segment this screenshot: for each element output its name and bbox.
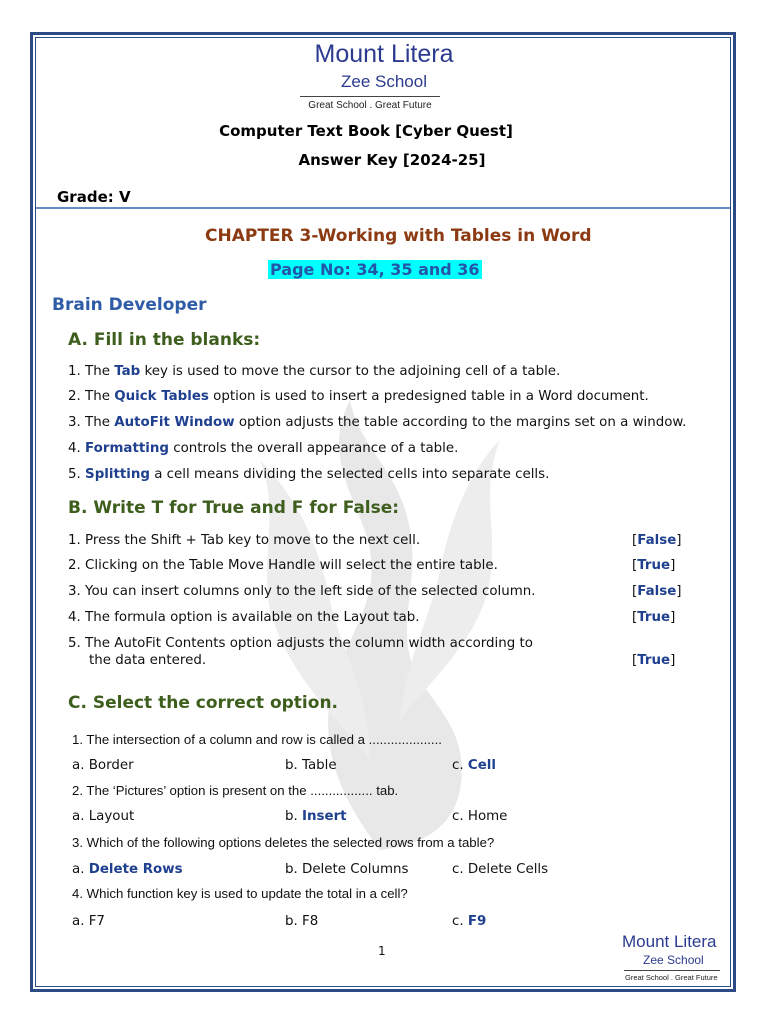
true-false-answer: [False] <box>632 533 682 548</box>
option-a: a. Border <box>72 758 134 773</box>
question: 2. The ‘Pictures’ option is present on the ................. tab. <box>72 783 399 798</box>
footer-logo-title: Mount Litera <box>622 932 717 951</box>
option-a: a. Delete Rows <box>72 862 183 877</box>
question: 1. The intersection of a column and row is called a .................... <box>72 732 442 747</box>
header-divider <box>36 207 730 209</box>
list-item: 3. The AutoFit Window option adjusts the table according to the margins set on a window. <box>68 415 687 430</box>
true-false-answer: [True] <box>632 653 676 668</box>
answer-key-title: Answer Key [2024-25] <box>298 151 486 169</box>
option-b: b. F8 <box>285 914 319 929</box>
page-number-highlight: Page No: 34, 35 and 36 <box>270 260 480 279</box>
logo-tagline: Great School . Great Future <box>308 100 432 111</box>
list-item: 4. Formatting controls the overall appearance of a table. <box>68 441 459 456</box>
footer-logo-underline <box>624 970 720 971</box>
book-title: Computer Text Book [Cyber Quest] <box>219 122 513 140</box>
option-b: b. Delete Columns <box>285 862 409 877</box>
section-a-heading: A. Fill in the blanks: <box>68 330 261 350</box>
true-false-item: 2. Clicking on the Table Move Handle will select the entire table. <box>68 558 498 573</box>
true-false-item-continued: the data entered. <box>89 653 207 668</box>
page-number: 1 <box>378 944 386 958</box>
option-b: b. Insert <box>285 809 347 824</box>
grade-label: Grade: V <box>57 188 131 206</box>
option-a: a. F7 <box>72 914 105 929</box>
option-c: c. Delete Cells <box>452 862 549 877</box>
footer-logo-subtitle: Zee School <box>643 953 704 967</box>
true-false-item: 3. You can insert columns only to the left side of the selected column. <box>68 584 536 599</box>
option-a: a. Layout <box>72 809 135 824</box>
list-item: 2. The Quick Tables option is used to insert a predesigned table in a Word document. <box>68 389 649 404</box>
list-item: 5. Splitting a cell means dividing the selected cells into separate cells. <box>68 467 550 482</box>
true-false-answer: [True] <box>632 610 676 625</box>
list-item: 1. The Tab key is used to move the cursor to the adjoining cell of a table. <box>68 364 561 379</box>
option-c: c. F9 <box>452 914 487 929</box>
logo-underline <box>300 96 440 97</box>
section-b-heading: B. Write T for True and F for False: <box>68 498 400 518</box>
brain-developer-heading: Brain Developer <box>52 295 207 315</box>
logo-title: Mount Litera <box>314 40 454 68</box>
footer-logo-tagline: Great School . Great Future <box>625 973 718 982</box>
true-false-item: 1. Press the Shift + Tab key to move to the next cell. <box>68 533 421 548</box>
chapter-title: CHAPTER 3-Working with Tables in Word <box>205 226 592 246</box>
logo-subtitle: Zee School <box>341 72 427 91</box>
true-false-item: 4. The formula option is available on the Layout tab. <box>68 610 420 625</box>
option-b: b. Table <box>285 758 337 773</box>
page-number-range <box>268 260 482 279</box>
true-false-answer: [True] <box>632 558 676 573</box>
true-false-item: 5. The AutoFit Contents option adjusts the column width according to <box>68 636 533 651</box>
true-false-answer: [False] <box>632 584 682 599</box>
section-c-heading: C. Select the correct option. <box>68 693 338 713</box>
question: 3. Which of the following options deletes the selected rows from a table? <box>72 835 495 850</box>
question: 4. Which function key is used to update the total in a cell? <box>72 886 408 901</box>
option-c: c. Home <box>452 809 508 824</box>
option-c: c. Cell <box>452 758 496 773</box>
